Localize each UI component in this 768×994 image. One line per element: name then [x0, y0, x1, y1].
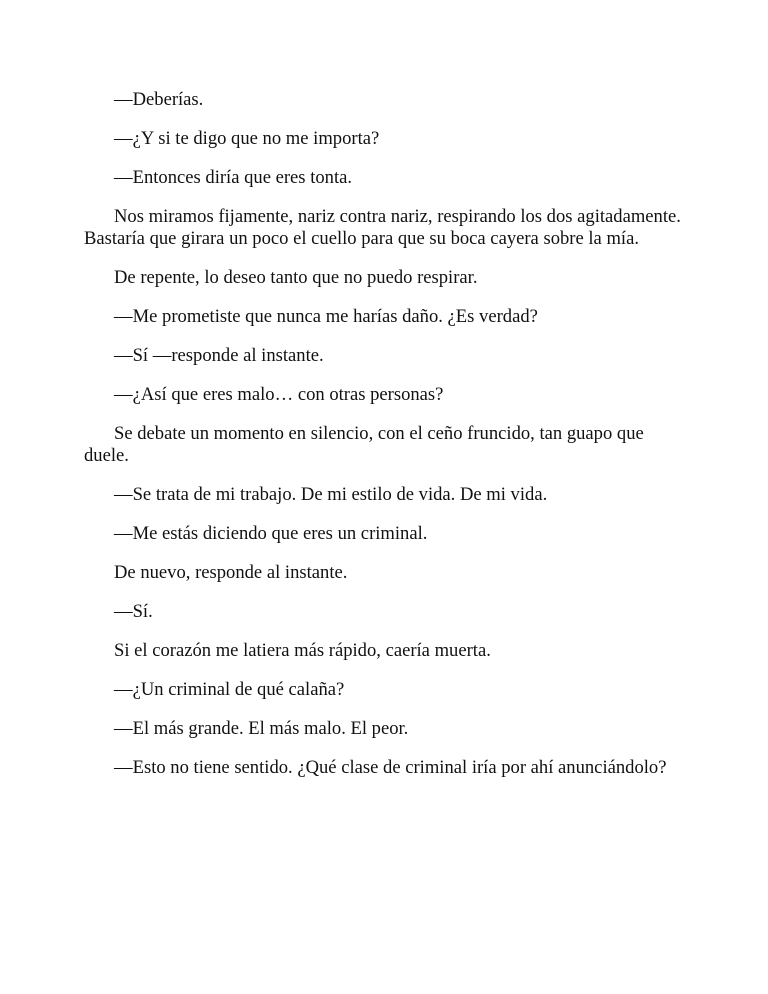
paragraph: —¿Así que eres malo… con otras personas? — [114, 384, 444, 405]
paragraph: —Se trata de mi trabajo. De mi estilo de vida. De mi vida. — [114, 484, 548, 505]
paragraph: —Entonces diría que eres tonta. — [114, 167, 353, 188]
paragraph: De nuevo, responde al instante. — [114, 562, 348, 583]
paragraph: Si el corazón me latiera más rápido, caería muerta. — [114, 640, 491, 661]
paragraph: —¿Un criminal de qué calaña? — [114, 679, 345, 700]
paragraph: De repente, lo deseo tanto que no puedo respirar. — [114, 267, 478, 288]
paragraph: —Sí. — [114, 601, 153, 622]
paragraph: —Deberías. — [114, 89, 204, 110]
paragraph: —Esto no tiene sentido. ¿Qué clase de criminal iría por ahí anunciándolo? — [114, 757, 667, 778]
body-text — [84, 89, 684, 796]
paragraph: —¿Y si te digo que no me importa? — [114, 128, 380, 149]
paragraph: —Sí —responde al instante. — [114, 345, 324, 366]
paragraph: —Me estás diciendo que eres un criminal. — [114, 523, 428, 544]
paragraph: Se debate un momento en silencio, con el ceño fruncido, tan guapo que duele. — [84, 423, 644, 466]
paragraph: —Me prometiste que nunca me harías daño. ¿Es verdad? — [114, 306, 538, 327]
paragraph: Nos miramos fijamente, nariz contra nariz, respirando los dos agitadamente. Bastaría que girara un poco el cuello para que su boca cayera sobre la mía. — [84, 206, 681, 249]
paragraph: —El más grande. El más malo. El peor. — [114, 718, 409, 739]
